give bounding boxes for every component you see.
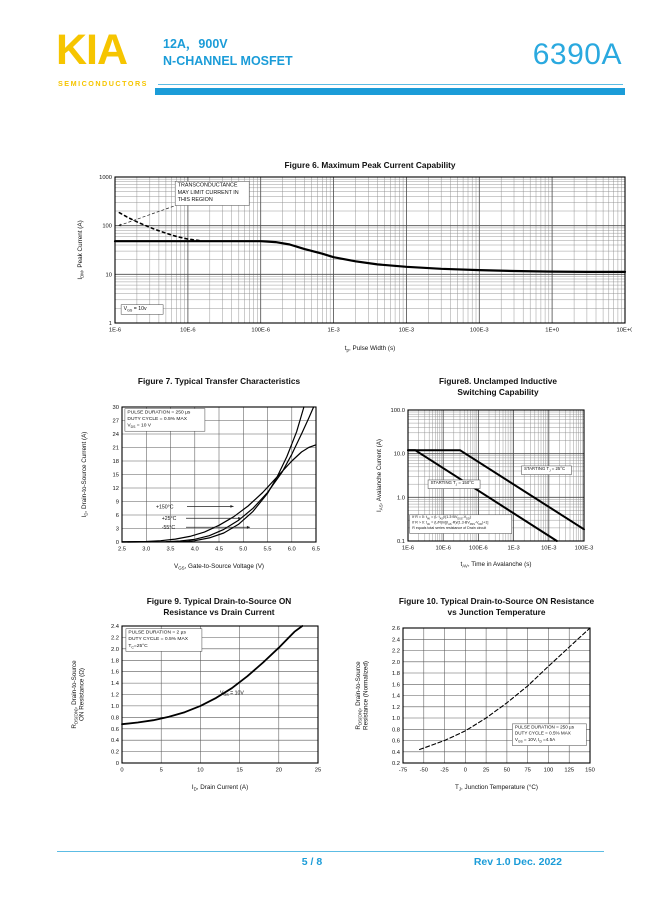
svg-text:ON Resistance (Ω): ON Resistance (Ω): [78, 668, 86, 721]
svg-text:10: 10: [197, 767, 204, 774]
svg-text:10E-6: 10E-6: [180, 327, 196, 334]
svg-text:150: 150: [585, 767, 595, 774]
device-rating: 12A，900V: [163, 37, 228, 51]
svg-text:MAY LIMIT CURRENT IN: MAY LIMIT CURRENT IN: [177, 189, 239, 196]
svg-text:10E-6: 10E-6: [435, 545, 451, 552]
svg-text:VGS = 10V: $V_{GS} = 10V$: [220, 690, 244, 697]
svg-text:PULSE DURATION = 250 µs: PULSE DURATION = 250 µs: [127, 410, 191, 416]
svg-text:0: 0: [463, 767, 467, 774]
svg-text:10E+0: 10E+0: [616, 327, 632, 334]
svg-text:-55°C: -55°C: [161, 525, 176, 532]
header-rule-thin: [158, 84, 623, 85]
svg-text:5: 5: [159, 767, 163, 774]
figure-10-plot: [340, 618, 630, 816]
svg-text:If R = 0: tAV = (L·IAS)/(1.3·B: If R = 0: $t_{AV} = (L\cdot I_{AS})/(1.3\cdot BV_{DSS}-V_{DD})$: [412, 515, 471, 521]
svg-text:+25°C: +25°C: [161, 516, 177, 523]
svg-text:50: 50: [503, 767, 511, 774]
svg-text:TC=25°C: $T_C=25^\circ C$: [128, 643, 148, 650]
svg-text:1E-3: 1E-3: [507, 545, 520, 552]
svg-text:75: 75: [524, 767, 531, 774]
svg-text:10.0: 10.0: [393, 451, 405, 458]
svg-text:3.0: 3.0: [142, 546, 151, 553]
logo-subtitle: SEMICONDUCTORS: [58, 79, 148, 88]
svg-text:5.0: 5.0: [239, 546, 248, 553]
svg-text:21: 21: [112, 445, 119, 452]
svg-text:ID, Drain-to-Source Current (A: $I_D$, Drain-to-Source Current (A): [81, 431, 89, 518]
svg-text:30: 30: [112, 405, 119, 411]
svg-text:1E-6: 1E-6: [108, 327, 122, 334]
svg-text:VGS = 10V, ID =4.5A: $V_{GS} = 10V$, $I_D =4.5A$: [514, 737, 556, 744]
svg-text:10E-3: 10E-3: [398, 327, 415, 334]
svg-text:1E-3: 1E-3: [327, 327, 340, 334]
svg-text:0.2: 0.2: [391, 761, 400, 767]
device-spec: [163, 36, 293, 70]
svg-text:20: 20: [275, 767, 283, 774]
svg-text:1.6: 1.6: [110, 669, 119, 676]
svg-text:DUTY CYCLE = 0.5% MAX: DUTY CYCLE = 0.5% MAX: [514, 730, 571, 736]
header-rule-thick: [155, 88, 625, 95]
svg-text:1.0: 1.0: [396, 495, 405, 502]
svg-text:3.5: 3.5: [166, 546, 175, 553]
figure-10-canvas: [340, 618, 630, 816]
svg-text:100: 100: [102, 223, 112, 230]
figure-6-canvas: [60, 171, 632, 369]
svg-text:15: 15: [236, 767, 243, 774]
svg-text:100E-6: 100E-6: [469, 545, 488, 552]
svg-text:6.0: 6.0: [287, 546, 296, 553]
svg-text:VGS = 10v: $V_{GS} = 10v$: [123, 305, 147, 313]
figure-7: [72, 376, 334, 594]
svg-text:STARTING TJ = 150°C: STARTING $T_J = 150^\circ C$: [430, 480, 475, 487]
svg-text:IAS, Avalanche Current (A): $I_{AS}$, Avalanche Current (A): [376, 439, 384, 512]
svg-text:-75: -75: [398, 767, 408, 774]
svg-text:DUTY CYCLE = 0.5% MAX: DUTY CYCLE = 0.5% MAX: [127, 417, 187, 423]
svg-text:0: 0: [115, 540, 119, 546]
svg-text:100: 100: [543, 767, 554, 774]
svg-text:1: 1: [108, 321, 112, 327]
svg-text:VDS = 10 V: $V_{DS} = 10$ V: [127, 423, 152, 430]
svg-text:2.2: 2.2: [110, 635, 119, 642]
svg-text:4.0: 4.0: [190, 546, 199, 553]
svg-text:R equals total series resistan: R equals total series resistance of Drain circuit: [412, 526, 487, 530]
figure-9-title: Figure 9. Typical Drain-to-Source ON Resistance vs Drain Current: [146, 596, 292, 617]
svg-text:12: 12: [112, 486, 119, 492]
svg-text:18: 18: [112, 459, 119, 465]
svg-text:1.4: 1.4: [110, 681, 119, 688]
svg-text:TRANSCONDUCTANCE: TRANSCONDUCTANCE: [177, 182, 238, 189]
svg-text:1.2: 1.2: [110, 692, 119, 699]
figure-8: [368, 376, 628, 594]
figure-10: [340, 596, 630, 818]
svg-text:0: 0: [115, 761, 119, 767]
figure-8-title: Figure8. Unclamped Inductive Switching Capability: [438, 376, 558, 397]
svg-text:1000: 1000: [99, 175, 112, 181]
svg-text:24: 24: [112, 432, 119, 438]
figure-6-plot: [60, 171, 632, 369]
svg-text:4.5: 4.5: [214, 546, 224, 553]
svg-text:0.1: 0.1: [396, 539, 405, 545]
svg-text:PULSE DURATION = 250 µs: PULSE DURATION = 250 µs: [514, 724, 575, 730]
figure-8-plot: [368, 398, 628, 592]
svg-text:100E-6: 100E-6: [251, 327, 271, 334]
svg-text:0.6: 0.6: [391, 738, 400, 745]
svg-text:STARTING TJ = 25°C: STARTING $T_J = 25^\circ C$: [524, 466, 566, 473]
svg-text:10E-3: 10E-3: [541, 545, 557, 552]
figure-6: [60, 160, 632, 372]
svg-text:RDS(ON), Drain-to-Source: $R_{DS(ON)}$, Drain-to-Source: [355, 661, 363, 730]
svg-text:0: 0: [120, 767, 124, 774]
svg-text:+150°C: +150°C: [155, 504, 174, 511]
svg-text:100E-3: 100E-3: [574, 545, 594, 552]
figure-7-plot: [72, 387, 334, 589]
page-number: 5 / 8: [301, 856, 323, 868]
svg-text:0.2: 0.2: [110, 749, 119, 756]
svg-text:VGS, Gate-to-Source Voltage (V: $V_{GS}$, Gate-to-Source Voltage (V): [173, 563, 265, 571]
svg-text:-25: -25: [440, 767, 449, 774]
svg-text:1E+0: 1E+0: [545, 327, 559, 334]
svg-text:6: 6: [115, 513, 119, 519]
svg-text:0.8: 0.8: [110, 715, 119, 722]
figure-9-canvas: [60, 618, 332, 816]
svg-text:1.0: 1.0: [110, 703, 119, 710]
footer-rule: [57, 851, 604, 852]
svg-text:2.5: 2.5: [117, 546, 127, 553]
svg-text:25: 25: [314, 767, 322, 774]
svg-text:2.0: 2.0: [110, 646, 119, 653]
svg-text:1.8: 1.8: [391, 671, 400, 677]
svg-text:tp, Pulse Width (s): $t_p$, Pulse Width (s): [344, 345, 396, 353]
svg-text:27: 27: [112, 418, 119, 425]
svg-text:125: 125: [564, 767, 575, 774]
svg-text:-50: -50: [419, 767, 428, 774]
svg-text:2.6: 2.6: [391, 626, 400, 632]
svg-text:1.6: 1.6: [391, 682, 400, 689]
svg-text:0.8: 0.8: [391, 727, 400, 734]
svg-text:2.4: 2.4: [391, 637, 400, 644]
kia-logo: KIA: [56, 26, 128, 74]
svg-text:3: 3: [115, 526, 119, 533]
figure-6-title: Figure 6. Maximum Peak Current Capability: [284, 160, 456, 170]
figure-8-canvas: [368, 398, 628, 592]
svg-text:0.6: 0.6: [110, 726, 119, 733]
svg-text:1.8: 1.8: [110, 658, 119, 665]
figure-9-plot: [60, 618, 332, 816]
svg-text:RDS(ON), Drain-to-Source: $R_{DS(ON)}$, Drain-to-Source: [71, 660, 79, 729]
svg-text:THIS REGION: THIS REGION: [177, 196, 213, 203]
svg-text:6.5: 6.5: [311, 546, 321, 553]
svg-text:1.0: 1.0: [391, 716, 400, 722]
svg-text:2.0: 2.0: [391, 659, 400, 666]
svg-text:2.2: 2.2: [391, 648, 400, 655]
figure-9: [60, 596, 332, 818]
svg-text:25: 25: [482, 767, 490, 774]
part-number: 6390A: [532, 38, 622, 71]
svg-text:tAV, Time in Avalanche (s): $t_{AV}$, Time in Avalanche (s): [460, 561, 532, 569]
svg-text:TJ, Junction Temperature (°C): $T_J$, Junction Temperature (°C): [454, 784, 539, 792]
device-type: N-CHANNEL MOSFET: [163, 54, 293, 68]
figure-7-title: Figure 7. Typical Transfer Characteristics: [137, 376, 301, 386]
svg-text:DUTY CYCLE = 0.5% MAX: DUTY CYCLE = 0.5% MAX: [128, 637, 188, 643]
svg-text:If R > 0: tAV = (L/R)ln[(IAS·R: If R > 0: $t_{AV} = (L/R)\ln[(I_{AS}\cdot R)/(1.3\cdot BV_{DSS}-V_{DD})+1]$: [412, 520, 489, 527]
svg-text:1.4: 1.4: [391, 693, 400, 700]
svg-text:Resistance (Normalized): Resistance (Normalized): [362, 661, 370, 730]
figure-10-title: Figure 10. Typical Drain-to-Source ON Resistance vs Junction Temperature: [398, 596, 595, 617]
svg-text:15: 15: [112, 472, 119, 479]
svg-text:10: 10: [105, 272, 112, 279]
svg-text:1.2: 1.2: [391, 704, 400, 711]
svg-text:100E-3: 100E-3: [469, 327, 489, 334]
svg-text:IDM, Peak Current (A): $I_{DM}$, Peak Current (A): [77, 220, 85, 280]
svg-text:1E-6: 1E-6: [401, 545, 415, 552]
svg-text:0.4: 0.4: [391, 749, 400, 756]
revision-label: Rev 1.0 Dec. 2022: [473, 856, 562, 868]
svg-text:PULSE DURATION = 2 µs: PULSE DURATION = 2 µs: [128, 630, 186, 636]
svg-text:9: 9: [115, 499, 119, 506]
svg-text:5.5: 5.5: [263, 546, 272, 553]
svg-text:0.4: 0.4: [110, 738, 119, 745]
figure-7-canvas: [72, 387, 334, 589]
svg-text:ID, Drain Current (A): $I_D$, Drain Current (A): [191, 784, 249, 792]
svg-text:100.0: 100.0: [390, 408, 405, 414]
figure-6-series-peak-current-limit: [115, 241, 625, 272]
svg-text:2.4: 2.4: [110, 624, 119, 630]
